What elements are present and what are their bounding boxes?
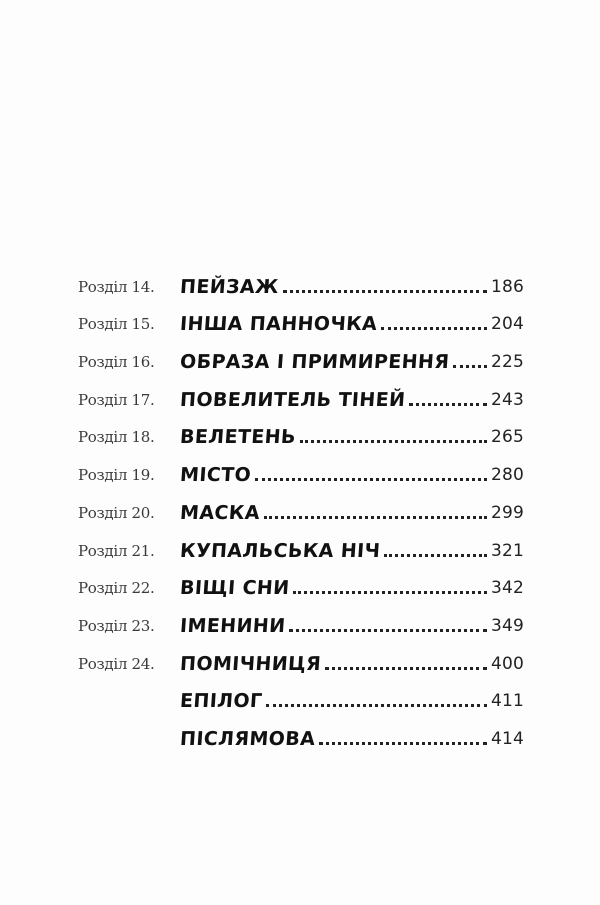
chapter-number: Розділ 23. — [78, 616, 155, 635]
chapter-title: ПЕЙЗАЖ — [179, 275, 280, 298]
toc-entry — [78, 413, 524, 451]
toc-entry — [78, 526, 524, 564]
chapter-number: Розділ 20. — [78, 503, 155, 522]
toc-entry — [78, 639, 524, 677]
dot-leader — [381, 327, 487, 330]
page-number: 414 — [490, 728, 524, 749]
dot-leader — [289, 629, 487, 632]
chapter-title: ПОМІЧНИЦЯ — [179, 652, 322, 675]
toc-entry — [78, 375, 524, 413]
page-number: 411 — [490, 691, 524, 712]
table-of-contents — [78, 262, 524, 752]
toc-entry — [78, 488, 524, 526]
chapter-title: ВІЩІ СНИ — [179, 577, 291, 600]
chapter-title: ПОВЕЛИТЕЛЬ ТІНЕЙ — [179, 388, 407, 411]
dot-leader — [293, 591, 487, 594]
dot-leader — [325, 667, 487, 670]
page-number: 186 — [490, 276, 524, 297]
toc-entry — [78, 262, 524, 300]
dot-leader — [255, 478, 487, 481]
page-number: 321 — [490, 540, 524, 561]
page-number: 280 — [490, 465, 524, 486]
dot-leader — [264, 516, 487, 519]
chapter-title: ЕПІЛОГ — [179, 690, 264, 713]
toc-entry — [78, 601, 524, 639]
page-number: 204 — [490, 314, 524, 335]
toc-entry — [78, 337, 524, 375]
page-number: 349 — [490, 615, 524, 636]
chapter-number — [78, 748, 180, 752]
dot-leader — [266, 704, 487, 707]
chapter-number: Розділ 19. — [78, 466, 155, 485]
dot-leader — [319, 742, 487, 745]
chapter-title: МАСКА — [179, 501, 261, 524]
dot-leader — [283, 290, 487, 293]
dot-leader — [300, 440, 487, 443]
chapter-title: КУПАЛЬСЬКА НІЧ — [179, 539, 382, 562]
chapter-number: Розділ 16. — [78, 353, 155, 372]
dot-leader — [384, 554, 487, 557]
page-number: 265 — [490, 427, 524, 448]
chapter-number: Розділ 24. — [78, 654, 155, 673]
dot-leader — [453, 365, 487, 368]
chapter-title: ВЕЛЕТЕНЬ — [179, 426, 297, 449]
chapter-title: МІСТО — [179, 464, 252, 487]
chapter-number: Розділ 22. — [78, 579, 155, 598]
page-number: 299 — [490, 502, 524, 523]
toc-entry — [78, 714, 524, 752]
chapter-title: ІМЕНИНИ — [179, 614, 287, 637]
toc-entry — [78, 677, 524, 715]
chapter-number: Розділ 21. — [78, 541, 155, 560]
page-number: 342 — [490, 578, 524, 599]
chapter-title: ОБРАЗА І ПРИМИРЕННЯ — [179, 351, 451, 374]
chapter-number: Розділ 18. — [78, 428, 155, 447]
page-number: 225 — [490, 352, 524, 373]
dot-leader — [409, 403, 487, 406]
toc-entry — [78, 564, 524, 602]
chapter-number: Розділ 15. — [78, 315, 155, 334]
chapter-number: Розділ 17. — [78, 390, 155, 409]
chapter-title: ІНША ПАННОЧКА — [179, 313, 378, 336]
toc-entry — [78, 450, 524, 488]
toc-entry — [78, 300, 524, 338]
chapter-title: ПІСЛЯМОВА — [179, 727, 317, 750]
page-number: 243 — [490, 389, 524, 410]
page-number: 400 — [490, 653, 524, 674]
chapter-number: Розділ 14. — [78, 277, 155, 296]
